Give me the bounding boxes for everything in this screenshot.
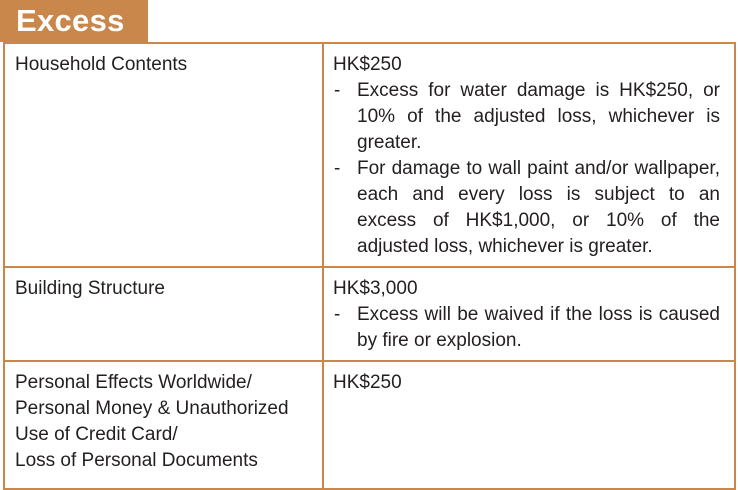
excess-notes bbox=[333, 302, 720, 354]
section-title: Excess bbox=[0, 0, 148, 42]
cover-label-line: Personal Money & Unauthorized bbox=[15, 398, 289, 419]
table-row-building-structure bbox=[4, 267, 735, 361]
excess-detail-cell bbox=[323, 43, 735, 267]
cover-label-line: Loss of Personal Documents bbox=[15, 450, 258, 471]
cover-label-cell bbox=[4, 267, 323, 361]
excess-amount: HK$250 bbox=[333, 372, 402, 393]
excess-note: - Excess for water damage is HK$250, or 10% of the adjusted loss, whichever is greater. bbox=[333, 78, 720, 156]
cover-label: Building Structure bbox=[15, 278, 165, 299]
excess-note: - For damage to wall paint and/or wallpaper, each and every loss is subject to an excess of HK$1,000, or 10% of the adjusted loss, whichever is greater. bbox=[333, 156, 720, 260]
table-row-personal-effects bbox=[4, 361, 735, 489]
excess-amount: HK$3,000 bbox=[333, 278, 418, 299]
cover-label-cell bbox=[4, 361, 323, 489]
cover-label-cell bbox=[4, 43, 323, 267]
excess-amount: HK$250 bbox=[333, 54, 402, 75]
cover-label-line: Use of Credit Card/ bbox=[15, 424, 178, 445]
excess-table bbox=[3, 42, 736, 490]
excess-note: - Excess will be waived if the loss is caused by fire or explosion. bbox=[333, 302, 720, 354]
cover-label-line: Personal Effects Worldwide/ bbox=[15, 372, 252, 393]
excess-detail-cell bbox=[323, 361, 735, 489]
excess-detail-cell bbox=[323, 267, 735, 361]
cover-label: Household Contents bbox=[15, 54, 188, 75]
table-row-household-contents bbox=[4, 43, 735, 267]
excess-notes bbox=[333, 78, 720, 260]
